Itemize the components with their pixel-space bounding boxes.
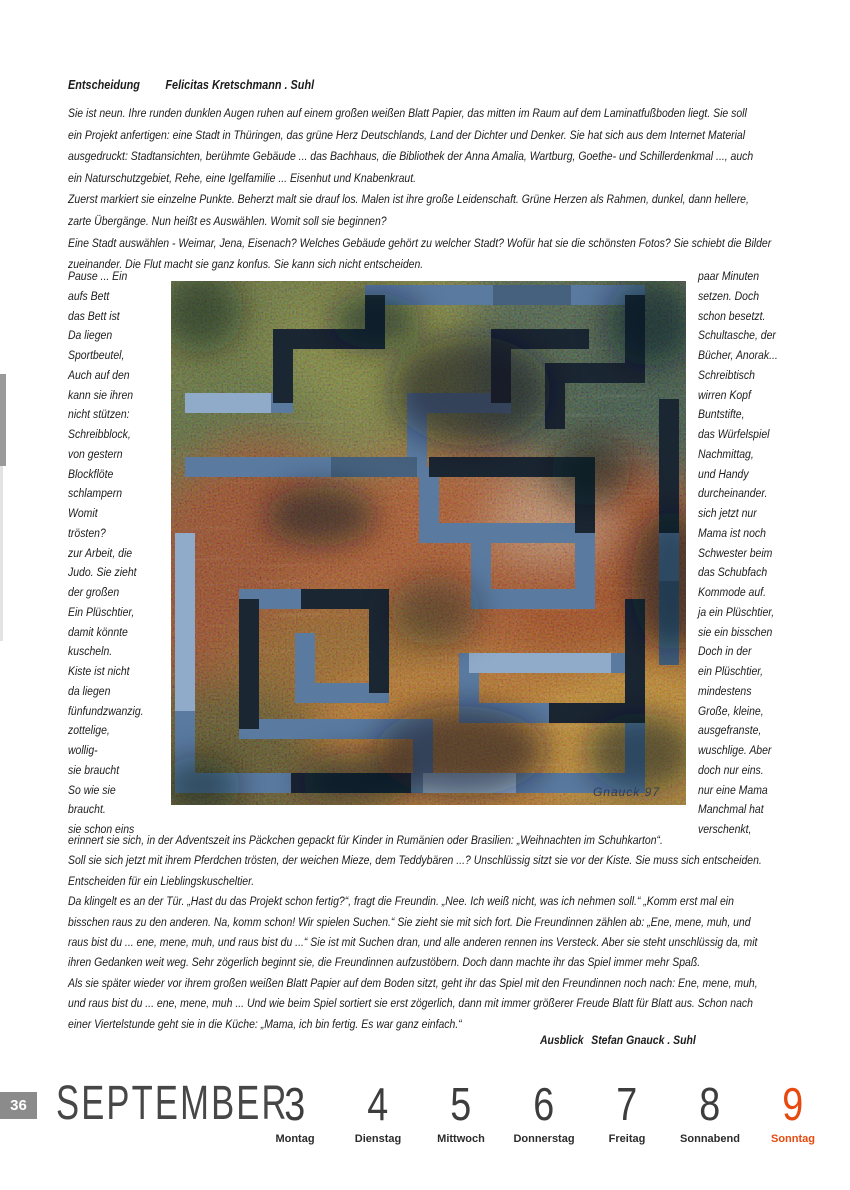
outro-credit bbox=[540, 1033, 795, 1047]
column-line: Pause ... Ein bbox=[68, 269, 128, 283]
text-line: ausgedruckt: Stadtansichten, berühmte Gebäude ... das Bachhaus, die Bibliothek der Anna Amalia, Wartburg, Goethe- und Schillerdenkmal ..., auch bbox=[68, 149, 754, 164]
day-number: 9 bbox=[782, 1078, 804, 1130]
column-line: Schwester beim bbox=[698, 545, 773, 560]
article-title-line bbox=[68, 77, 786, 92]
column-line: wuschlige. Aber bbox=[698, 743, 772, 757]
column-line: Mama ist noch bbox=[698, 525, 766, 540]
column-line: Bücher, Anorak... bbox=[698, 348, 778, 362]
column-line: Schreibblock, bbox=[68, 427, 131, 441]
page-edge-line bbox=[0, 466, 3, 641]
column-line: Auch auf den bbox=[68, 367, 130, 382]
column-line: das Bett ist bbox=[68, 308, 120, 323]
text-line: Zuerst markiert sie einzelne Punkte. Beherzt malt sie drauf los. Malen ist ihre große Leidenschaft. Grüne Herzen als Rahmen, dunkel, dann hellere, bbox=[68, 192, 749, 207]
column-line: da liegen bbox=[68, 683, 111, 698]
day-number: 5 bbox=[450, 1078, 472, 1130]
day-cell bbox=[507, 1078, 581, 1145]
day-cell bbox=[673, 1078, 747, 1145]
day-label: Montag bbox=[275, 1133, 315, 1145]
outro-author: Stefan Gnauck . Suhl bbox=[591, 1033, 696, 1047]
column-line: So wie sie bbox=[68, 782, 116, 797]
column-line: damit könnte bbox=[68, 624, 128, 639]
artist-signature: Gnauck 97 bbox=[592, 785, 660, 799]
column-line: nicht stützen: bbox=[68, 407, 130, 422]
text-line: einer Viertelstunde geht sie in die Küche: „Mama, ich bin fertig. Es war ganz einfach.“ bbox=[68, 1016, 462, 1031]
day-label: Mittwoch bbox=[437, 1133, 485, 1145]
left-text-column bbox=[68, 267, 170, 840]
text-line: Entscheiden für ein Lieblingskuscheltier. bbox=[68, 873, 255, 888]
day-cell bbox=[258, 1078, 332, 1145]
day-label: Donnerstag bbox=[513, 1133, 575, 1145]
column-line: Sportbeutel, bbox=[68, 348, 125, 362]
column-line: der großen bbox=[68, 585, 120, 599]
column-line: durcheinander. bbox=[698, 486, 768, 501]
column-line: Kiste ist nicht bbox=[68, 664, 130, 678]
day-number: 6 bbox=[533, 1078, 555, 1130]
column-line: Nachmittag, bbox=[698, 446, 754, 461]
week-days-row bbox=[258, 1078, 830, 1145]
day-label: Sonnabend bbox=[680, 1133, 740, 1145]
column-line: Schreibtisch bbox=[698, 367, 755, 382]
text-line: zueinander. Die Flut macht sie ganz konfus. Sie kann sich nicht entscheiden. bbox=[68, 257, 424, 272]
day-label: Dienstag bbox=[354, 1133, 402, 1145]
column-line: braucht. bbox=[68, 802, 106, 817]
column-line: ausgefranste, bbox=[698, 723, 762, 738]
column-line: paar Minuten bbox=[698, 269, 760, 283]
column-line: Womit bbox=[68, 506, 98, 520]
day-cell bbox=[341, 1078, 415, 1145]
column-line: Kommode auf. bbox=[698, 585, 766, 599]
column-line: von gestern bbox=[68, 446, 123, 461]
day-cell bbox=[756, 1078, 830, 1145]
outro-label: Ausblick bbox=[540, 1033, 584, 1047]
day-label: Sonntag bbox=[771, 1133, 815, 1145]
column-line: das Schubfach bbox=[698, 565, 768, 580]
column-line: schon besetzt. bbox=[698, 308, 766, 323]
column-line: zur Arbeit, die bbox=[68, 545, 133, 560]
column-line: sie schon eins bbox=[68, 822, 135, 836]
column-line: verschenkt, bbox=[698, 822, 752, 836]
column-line: Große, kleine, bbox=[698, 703, 764, 718]
day-number: 3 bbox=[284, 1078, 306, 1130]
column-line: wirren Kopf bbox=[698, 387, 751, 402]
text-line: und raus bist du ... ene, mene, muh ... Und wie beim Spiel sortiert sie erst zögerlich, dann mit immer größerer Freude Blatt für Blatt aus. Schon nach bbox=[68, 996, 753, 1011]
text-line: Sie ist neun. Ihre runden dunklen Augen ruhen auf einem großen weißen Blatt Papier, das mitten im Raum auf dem Laminatfußboden liegt. Sie soll bbox=[68, 106, 747, 120]
day-cell bbox=[590, 1078, 664, 1145]
column-line: Schultasche, der bbox=[698, 328, 776, 343]
bottom-paragraphs bbox=[68, 830, 786, 1034]
column-line: sich jetzt nur bbox=[698, 506, 757, 520]
day-number: 4 bbox=[367, 1078, 389, 1130]
text-line: Soll sie sich jetzt mit ihrem Pferdchen trösten, der weichen Mieze, dem Teddybären ...? Unschlüssig sitzt sie vor der Kiste. Sie muss sich entscheiden. bbox=[68, 853, 762, 868]
text-line: Da klingelt es an der Tür. „Hast du das Projekt schon fertig?“, fragt die Freundin. „Nee. Ich weiß nicht, was ich nehmen soll.“ „Komm erst mal ein bbox=[68, 894, 734, 909]
day-number: 8 bbox=[699, 1078, 721, 1130]
maze-painting bbox=[171, 281, 686, 805]
column-line: fünfundzwanzig. bbox=[68, 703, 144, 718]
month-title: SEPTEMBER bbox=[56, 1077, 289, 1130]
column-line: ja ein Plüschtier, bbox=[698, 604, 775, 619]
column-line: sie braucht bbox=[68, 762, 120, 777]
column-line: Ein Plüschtier, bbox=[68, 604, 135, 619]
right-text-column bbox=[698, 267, 834, 840]
text-line: Eine Stadt auswählen - Weimar, Jena, Eisenach? Welches Gebäude gehört zu welcher Stadt? Wofür hat sie die schönsten Fotos? Sie schiebt die Bilder bbox=[68, 235, 772, 250]
column-line: das Würfelspiel bbox=[698, 427, 770, 441]
column-line: Judo. Sie zieht bbox=[68, 565, 137, 580]
column-line: kann sie ihren bbox=[68, 387, 134, 402]
column-line: ein Plüschtier, bbox=[698, 664, 764, 678]
column-line: Blockflöte bbox=[68, 466, 114, 481]
column-line: Buntstifte, bbox=[698, 407, 745, 422]
text-line: ein Projekt anfertigen: eine Stadt in Thüringen, das grüne Herz Deutschlands, Land der Dichter und Denker. Sie hat sich aus dem Internet Material bbox=[68, 127, 746, 142]
column-line: mindestens bbox=[698, 683, 752, 698]
day-label: Freitag bbox=[608, 1133, 646, 1145]
text-line: erinnert sie sich, in der Adventszeit ins Päckchen gepackt für Kinder in Rumänien oder Brasilien: „Weihnachten im Schuhkarton“. bbox=[68, 833, 663, 847]
column-line: trösten? bbox=[68, 525, 106, 540]
column-line: und Handy bbox=[698, 466, 749, 481]
day-cell bbox=[424, 1078, 498, 1145]
column-line: Doch in der bbox=[698, 644, 752, 659]
column-line: doch nur eins. bbox=[698, 762, 764, 777]
text-line: ein Naturschutzgebiet, Rehe, eine Igelfamilie ... Eisenhut und Knabenkraut. bbox=[68, 170, 417, 185]
page-edge-tab bbox=[0, 374, 6, 466]
column-line: nur eine Mama bbox=[698, 782, 768, 797]
day-number: 7 bbox=[616, 1078, 638, 1130]
column-line: wollig- bbox=[68, 743, 98, 757]
column-line: Manchmal hat bbox=[698, 802, 764, 817]
text-line: ihren Gedanken weit weg. Sehr zögerlich beginnt sie, die Freundinnen aufzustöbern. Doch dann machte ihr das Spiel immer mehr Spaß. bbox=[68, 955, 701, 970]
article-author: Felicitas Kretschmann . Suhl bbox=[165, 77, 315, 92]
column-line: Da liegen bbox=[68, 328, 113, 343]
text-line: Als sie später wieder vor ihrem großen weißen Blatt Papier auf dem Boden sitzt, geht ihr das Spiel mit den Freundinnen noch nach: Ene, mene, muh, bbox=[68, 975, 758, 990]
intro-paragraphs bbox=[68, 103, 786, 276]
column-line: kuscheln. bbox=[68, 644, 113, 659]
text-line: zarte Übergänge. Nun heißt es Auswählen. Womit soll sie beginnen? bbox=[68, 213, 387, 228]
maze-painting-canvas bbox=[171, 281, 686, 805]
column-line: schlampern bbox=[68, 486, 123, 501]
text-line: bisschen raus zu den anderen. Na, komm schon! Wir spielen Suchen.“ Sie zieht sie mit sich fort. Die Freundinnen zählen ab: „Ene, mene, muh, und bbox=[68, 914, 751, 929]
column-line: sie ein bisschen bbox=[698, 624, 773, 639]
column-line: zottelige, bbox=[68, 723, 110, 738]
text-line: raus bist du ... ene, mene, muh, und raus bist du ...“ Sie ist mit Suchen dran, und alle anderen rennen ins Versteck. Aber sie steht unschlüssig da, mit bbox=[68, 935, 758, 950]
column-line: setzen. Doch bbox=[698, 288, 760, 303]
article-title: Entscheidung bbox=[68, 77, 140, 92]
column-line: aufs Bett bbox=[68, 288, 110, 303]
week-number-badge: 36 bbox=[0, 1092, 37, 1119]
